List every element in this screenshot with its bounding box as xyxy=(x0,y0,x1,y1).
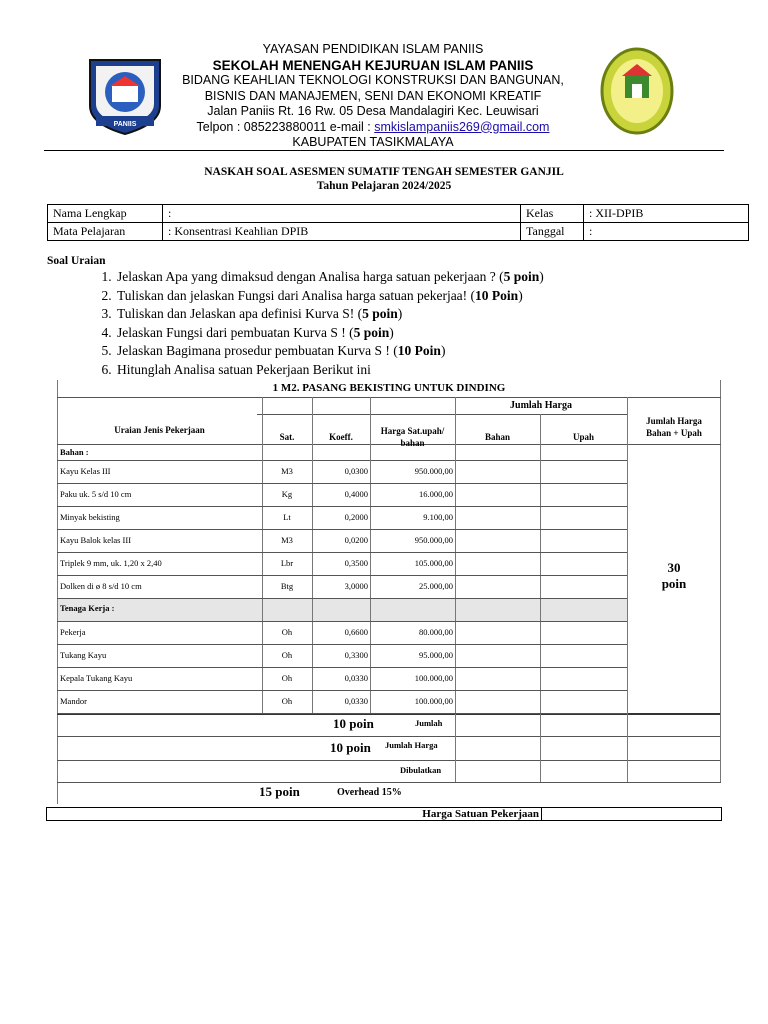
row-sat: Oh xyxy=(281,673,293,683)
bahan-section-label: Bahan : xyxy=(60,447,89,457)
row-koef: 0,4000 xyxy=(344,489,368,499)
harga-header-2: bahan xyxy=(400,438,425,448)
student-info-table xyxy=(47,204,749,241)
row-harga: 100.000,00 xyxy=(414,673,453,683)
left-logo-bottom-text: PANIIS xyxy=(113,121,137,128)
row-item: Triplek 9 mm, uk. 1,20 x 2,40 xyxy=(60,558,162,568)
row-sat: Oh xyxy=(281,650,293,660)
field-line-2: BISNIS DAN MANAJEMEN, SENI DAN EKONOMI KREATIF xyxy=(204,88,542,103)
row-koef: 0,0330 xyxy=(344,696,368,706)
jumlah-harga-header: Jumlah Harga xyxy=(510,400,572,411)
row-harga: 95.000,00 xyxy=(419,650,453,660)
jumlah-points: 10 poin xyxy=(333,716,374,731)
contact-line xyxy=(150,120,596,136)
row-koef: 0,2000 xyxy=(344,512,368,522)
final-price-value-cell xyxy=(541,808,542,820)
email-link[interactable]: smkislampaniis269@gmail.com xyxy=(374,119,550,134)
exam-year: Tahun Pelajaran 2024/2025 xyxy=(316,180,452,192)
phone-label: Telpon : 085223880011 e-mail : xyxy=(196,119,375,134)
row-sat: Oh xyxy=(281,627,293,637)
row-item: Pekerja xyxy=(60,627,86,637)
subject-value: : Konsentrasi Keahlian DPIB xyxy=(163,223,521,241)
row-sat: M3 xyxy=(281,466,293,476)
row-koef: 3,0000 xyxy=(344,581,368,591)
row-item: Tukang Kayu xyxy=(60,650,107,660)
question-item: 2. Tuliskan dan jelaskan Fungsi dari Analisa harga satuan pekerjaa! (10 Poin) xyxy=(115,287,755,306)
total-header-2: Bahan + Upah xyxy=(646,428,702,438)
upah-header: Upah xyxy=(572,432,594,442)
jumlah-harga-points: 10 poin xyxy=(330,740,371,755)
calc-title: 1 M2. PASANG BEKISTING UNTUK DINDING xyxy=(272,382,506,394)
date-label: Tanggal xyxy=(521,223,584,241)
row-koef: 0,6600 xyxy=(344,627,368,637)
row-sat: Lbr xyxy=(280,558,294,568)
row-sat: Oh xyxy=(281,696,293,706)
row-harga: 16.000,00 xyxy=(419,489,453,499)
row-item: Kayu Balok kelas III xyxy=(60,535,132,545)
koef-header: Koeff. xyxy=(329,432,353,442)
uraian-header: Uraian Jenis Pekerjaan xyxy=(114,425,205,435)
row-koef: 0,0330 xyxy=(344,673,368,683)
row-harga: 100.000,00 xyxy=(414,696,453,706)
questions-heading: Soal Uraian xyxy=(47,255,106,267)
question-item: 4. Jelaskan Fungsi dari pembuatan Kurva S ! (5 poin) xyxy=(115,324,755,343)
row-item: Kepala Tukang Kayu xyxy=(60,673,133,683)
field-line-1: BIDANG KEAHLIAN TEKNOLOGI KONSTRUKSI DAN BANGUNAN, xyxy=(182,73,564,87)
row-harga: 25.000,00 xyxy=(419,581,453,591)
question-item: 5. Jelaskan Bagimana prosedur pembuatan Kurva S ! (10 Poin) xyxy=(115,342,755,361)
bahan-header: Bahan xyxy=(484,432,510,442)
question-item: 6. Hitunglah Analisa satuan Pekerjaan Berikut ini xyxy=(115,361,755,380)
final-price-row xyxy=(46,807,722,821)
row-sat: Lt xyxy=(283,512,291,522)
total-points-number: 30 xyxy=(667,560,681,575)
final-price-label: Harga Satuan Pekerjaan xyxy=(422,808,539,820)
row-koef: 0,0300 xyxy=(344,466,368,476)
row-item: Paku uk. 5 s/d 10 cm xyxy=(60,489,132,499)
question-item: 1. Jelaskan Apa yang dimaksud dengan Analisa harga satuan pekerjaan ? (5 poin) xyxy=(115,268,755,287)
smk-emblem-icon xyxy=(598,46,676,136)
row-harga: 950.000,00 xyxy=(414,466,453,476)
row-harga: 80.000,00 xyxy=(419,627,453,637)
school-address: Jalan Paniis Rt. 16 Rw. 05 Desa Mandalagiri Kec. Leuwisari xyxy=(207,104,539,118)
harga-header-1: Harga Sat.upah/ xyxy=(380,426,445,436)
total-points-word: poin xyxy=(661,576,687,591)
right-logo xyxy=(598,46,676,136)
name-value[interactable]: : xyxy=(163,205,521,223)
row-koef: 0,3500 xyxy=(344,558,368,568)
jumlah-harga-label: Jumlah Harga xyxy=(385,740,438,750)
class-label: Kelas xyxy=(521,205,584,223)
question-item: 3. Tuliskan dan Jelaskan apa definisi Kurva S! (5 poin) xyxy=(115,305,755,324)
row-harga: 950.000,00 xyxy=(414,535,453,545)
row-koef: 0,0200 xyxy=(344,535,368,545)
row-sat: Kg xyxy=(281,489,293,499)
class-value: : XII-DPIB xyxy=(584,205,749,223)
overhead-label: Overhead 15% xyxy=(337,787,402,798)
row-item: Dolken di ø 8 s/d 10 cm xyxy=(60,581,142,591)
foundation-name: YAYASAN PENDIDIKAN ISLAM PANIIS xyxy=(262,42,484,56)
row-sat: Btg xyxy=(280,581,294,591)
row-sat: M3 xyxy=(281,535,293,545)
row-item: Mandor xyxy=(60,696,87,706)
date-value[interactable]: : xyxy=(584,223,749,241)
exam-title: NASKAH SOAL ASESMEN SUMATIF TENGAH SEMESTER GANJIL xyxy=(204,166,564,178)
name-label: Nama Lengkap xyxy=(48,205,163,223)
overhead-points: 15 poin xyxy=(259,784,300,799)
row-item: Minyak bekisting xyxy=(60,512,120,522)
tenaga-section-label: Tenaga Kerja : xyxy=(60,603,115,613)
letterhead-rule xyxy=(44,150,724,151)
row-harga: 105.000,00 xyxy=(414,558,453,568)
letterhead xyxy=(150,42,596,151)
row-koef: 0,3300 xyxy=(344,650,368,660)
sat-header: Sat. xyxy=(279,432,295,442)
jumlah-label: Jumlah xyxy=(415,718,443,728)
unit-price-analysis-table xyxy=(57,380,721,804)
question-list xyxy=(77,268,755,379)
city: KABUPATEN TASIKMALAYA xyxy=(292,135,454,149)
total-header-1: Jumlah Harga xyxy=(646,416,702,426)
subject-label: Mata Pelajaran xyxy=(48,223,163,241)
row-item: Kayu Kelas III xyxy=(60,466,111,476)
school-name: SEKOLAH MENENGAH KEJURUAN ISLAM PANIIS xyxy=(212,57,534,73)
row-harga: 9.100,00 xyxy=(423,512,453,522)
dibulatkan-label: Dibulatkan xyxy=(400,765,442,775)
